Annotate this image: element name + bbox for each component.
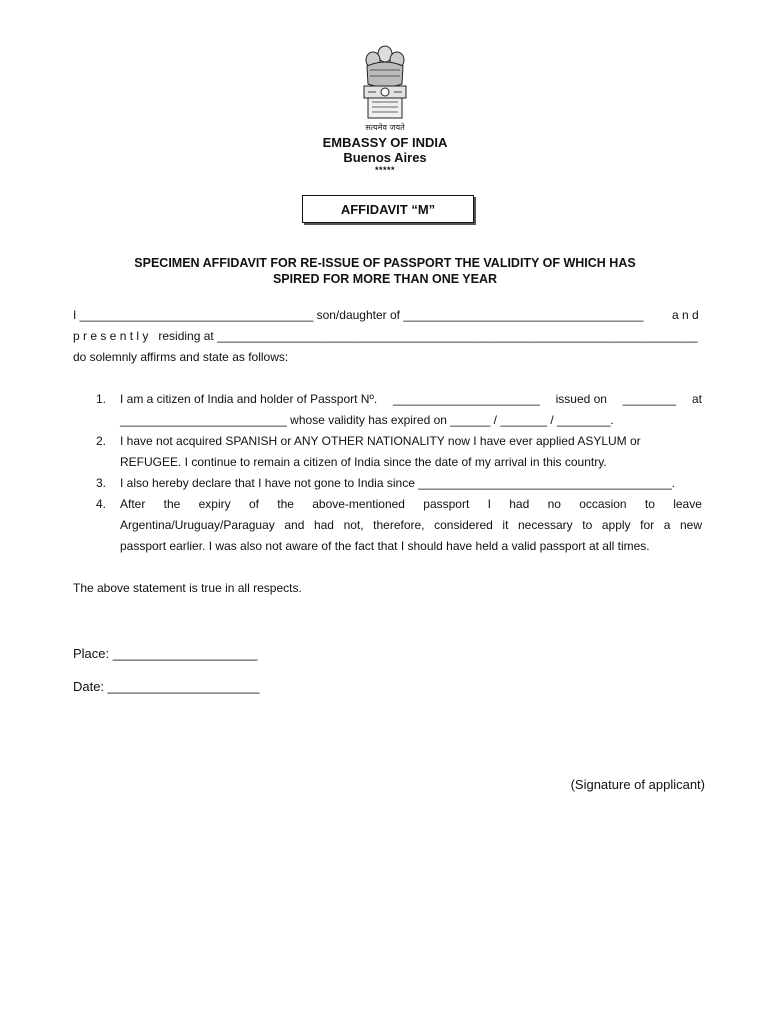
intro-line-3: do solemnly affirms and state as follows: bbox=[73, 350, 289, 364]
item-word: of bbox=[248, 497, 259, 511]
item-word: to bbox=[644, 497, 655, 511]
item-word: passport bbox=[423, 497, 470, 511]
item-word: to bbox=[582, 518, 593, 532]
item-word: Argentina/Uruguay/Paraguay bbox=[120, 518, 275, 532]
item-word: apply bbox=[601, 518, 631, 532]
item-word: necessary bbox=[517, 518, 573, 532]
item-3-line-1: I also hereby declare that I have not gone to India since ______________________________________. bbox=[120, 476, 676, 490]
item-4-line-1 bbox=[120, 497, 702, 511]
header-stars: ***** bbox=[374, 165, 395, 175]
affidavit-title: AFFIDAVIT “M” bbox=[340, 201, 436, 217]
item-word: leave bbox=[673, 497, 702, 511]
embassy-city: Buenos Aires bbox=[343, 150, 427, 165]
signature-label: (Signature of applicant) bbox=[570, 777, 705, 792]
item-1-line-2: _________________________ whose validity has expired on ______ / _______ / ________. bbox=[120, 413, 614, 427]
item-word: not, bbox=[343, 518, 364, 532]
item-2-line-2: REFUGEE. I continue to remain a citizen of India since the date of my arrival in this country. bbox=[120, 455, 607, 469]
item-word: had bbox=[313, 518, 334, 532]
item-word: no bbox=[547, 497, 561, 511]
item-word: the bbox=[277, 497, 294, 511]
date-field: Date: _____________________ bbox=[73, 679, 260, 694]
item-number: 4. bbox=[96, 497, 107, 511]
item-number: 2. bbox=[96, 434, 107, 448]
item-word: I bbox=[487, 497, 491, 511]
place-field: Place: ____________________ bbox=[73, 646, 258, 661]
item-word: the bbox=[163, 497, 181, 511]
embassy-name: EMBASSY OF INDIA bbox=[322, 135, 448, 150]
item-word: occasion bbox=[579, 497, 627, 511]
heading-line-1: SPECIMEN AFFIDAVIT FOR RE-ISSUE OF PASSPORT THE VALIDITY OF WHICH HAS bbox=[134, 256, 636, 270]
item-4-line-2 bbox=[120, 518, 702, 532]
item-4-line-3: passport earlier. I was also not aware of the fact that I should have held a valid passport at all times. bbox=[120, 539, 650, 553]
item-word: at bbox=[691, 392, 702, 406]
item-word: and bbox=[284, 518, 305, 532]
item-word: considered bbox=[434, 518, 493, 532]
item-1-line-1 bbox=[120, 392, 702, 406]
item-word: had bbox=[509, 497, 530, 511]
item-word: expiry bbox=[198, 497, 231, 511]
heading-line-2: SPIRED FOR MORE THAN ONE YEAR bbox=[272, 272, 498, 286]
item-number: 3. bbox=[96, 476, 107, 490]
item-word: for bbox=[640, 518, 655, 532]
intro-line-1-end: a n d bbox=[672, 308, 699, 322]
item-word: it bbox=[502, 518, 509, 532]
national-emblem-icon bbox=[358, 40, 412, 124]
item-word: I am a citizen of India and holder of Passport Nº. bbox=[120, 392, 378, 406]
item-word: new bbox=[679, 518, 702, 532]
item-number: 1. bbox=[96, 392, 107, 406]
emblem-motto: सत्यमेव जयते bbox=[365, 123, 405, 132]
item-word: After bbox=[120, 497, 146, 511]
item-word: ______________________ bbox=[392, 392, 540, 406]
item-word: ________ bbox=[622, 392, 677, 406]
item-word: issued on bbox=[555, 392, 607, 406]
item-word: above-mentioned bbox=[312, 497, 405, 511]
item-word: therefore, bbox=[373, 518, 425, 532]
intro-line-1: I ___________________________________ son/daughter of ____________________________________ bbox=[73, 308, 644, 322]
item-word: a bbox=[663, 518, 671, 532]
intro-line-2: p r e s e n t l y residing at ________________________________________________________________________ bbox=[73, 329, 698, 343]
document-heading bbox=[80, 255, 690, 287]
statement-text: The above statement is true in all respects. bbox=[73, 581, 302, 595]
affidavit-title-box bbox=[302, 195, 474, 223]
item-2-line-1: I have not acquired SPANISH or ANY OTHER NATIONALITY now I have ever applied ASYLUM or bbox=[120, 434, 641, 448]
